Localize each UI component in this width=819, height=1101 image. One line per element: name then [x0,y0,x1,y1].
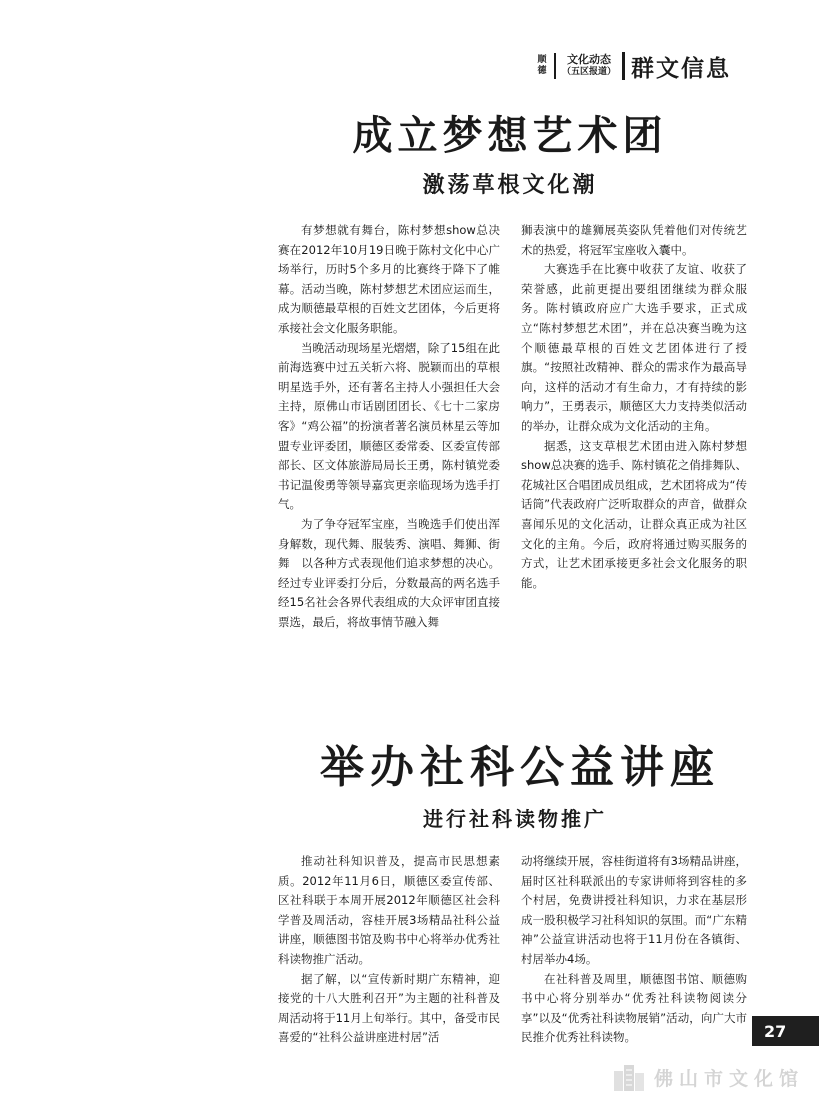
header-section-title: 文化动态 [567,53,611,66]
article2-paragraph-continued: 动将继续开展，容桂街道将有3场精品讲座，届时区社科联派出的专家讲师将到容桂的多个村居，免费讲授社科知识，力求在基层形成一股积极学习社科知识的氛围。而“广东精神”公益宣讲活动也将于11月份在各镇街、村居举办4场。 [521,854,747,966]
header-section-sub: （五区报道） [562,67,617,77]
article2-paragraph: 据了解，以“宣传新时期广东精神，迎接党的十八大胜利召开”为主题的社科普及周活动将于11月上旬举行。其中，备受市民喜爱的“社科公益讲座进村居”活 [278,971,500,1045]
magazine-name: 群文信息 [631,55,732,82]
article1-paragraph: 为了争夺冠军宝座，当晚选手们使出浑身解数，现代舞、服装秀、演唱、舞狮、街舞 以各种方式表现他们追求梦想的决心。经过专业评委打分后，分数最高的两名选手经15名社会各界代表组成的大众评审团直接票选，最后，将故事情节融入舞 [278,516,500,629]
article1-paragraph: 据悉，这支草根艺术团由进入陈村梦想show总决赛的选手、陈村镇花之俏排舞队、花城社区合唱团成员组成，艺术团将成为“传话筒”代表政府广泛听取群众的声音，做群众喜闻乐见的文化活动，让群众真正成为社区文化的主角。今后，政府将通过购买服务的方式，让艺术团承接更多社会文化服务的职能。 [521,438,747,590]
building-logo-icon [612,1061,646,1093]
page-number: 27 [752,1016,819,1046]
article1-paragraph: 大赛选手在比赛中收获了友谊、收获了荣誉感，此前更提出要组团继续为群众服务。陈村镇政府应广大选手要求，正式成立“陈村梦想艺术团”，并在总决赛当晚为这个顺德最草根的百姓文艺团体进行了授旗。“按照社改精神、群众的需求作为最高导向，这样的活动才有生命力，才有持续的影响力”，王勇表示，顺德区大力支持类似活动的举办，让群众成为文化活动的主角。 [521,262,747,433]
header-divider [554,53,556,79]
article1-paragraph-continued: 狮表演中的雄狮展英姿队凭着他们对传统艺术的热爱，将冠军宝座收入囊中。 [521,223,747,257]
watermark [612,1058,819,1096]
header-section [562,53,616,79]
article2-paragraph: 推动社科知识普及，提高市民思想素质。2012年11月6日，顺德区委宣传部、区社科联于本周开展2012年顺德区社会科学普及周活动，容桂开展3场精品社科公益讲座，顺德图书馆及购书中心将举办优秀社科读物推广活动。 [278,854,500,966]
article2-left-column [278,852,500,1062]
article1-subtitle: 激荡草根文化潮 [422,173,598,198]
header-region: 顺德 [537,55,547,76]
article2-title: 举办社科公益讲座 [320,742,720,793]
article1-title: 成立梦想艺术团 [352,113,668,159]
article2-subtitle: 进行社科读物推广 [423,807,607,831]
header-divider-thick [622,52,625,80]
article1-paragraph: 有梦想就有舞台，陈村梦想show总决赛在2012年10月19日晚于陈村文化中心广场举行，历时5个多月的比赛终于降下了帷幕。活动当晚，陈村梦想艺术团应运而生，成为顺德最草根的百姓文艺团体，今后更将承接社会文化服务职能。 [278,223,500,335]
article2-paragraph: 在社科普及周里，顺德图书馆、顺德购书中心将分别举办“优秀社科读物阅读分享”以及“优秀社科读物展销”活动，向广大市民推介优秀社科读物。 [521,971,747,1045]
watermark-text: 佛山市文化馆 [654,1067,805,1090]
article2-right-column [521,852,747,1062]
article1-left-column [278,221,500,651]
article1-right-column [521,221,747,631]
article1-paragraph: 当晚活动现场星光熠熠，除了15组在此前海选赛中过五关斩六将、脱颖而出的草根明星选手外，还有著名主持人小强担任大会主持，原佛山市话剧团团长、《七十二家房客》“鸡公福”的扮演者著名演员林星云等加盟专业评委团，顺德区委常委、区委宣传部部长、区文体旅游局局长王勇，陈村镇党委书记温俊勇等领导嘉宾更亲临现场为选手打气。 [278,340,500,512]
magazine-header [532,48,742,84]
